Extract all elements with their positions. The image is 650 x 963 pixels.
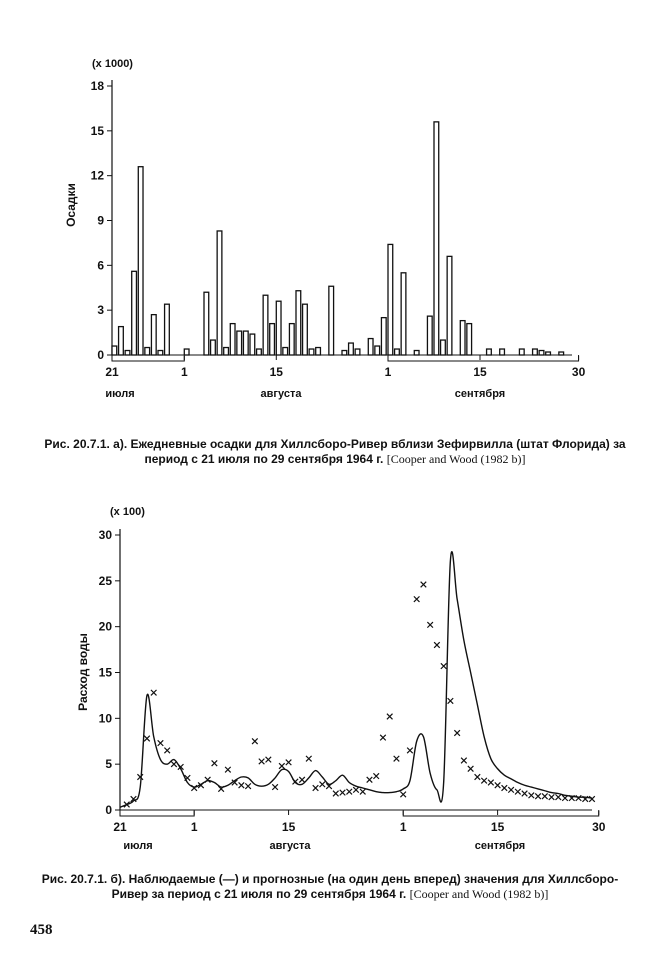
observed-point: [522, 791, 528, 797]
x-tick-label: 30: [571, 365, 586, 379]
rain-bar: [487, 349, 492, 355]
observed-point: [158, 740, 164, 746]
y-tick-label: 10: [98, 711, 112, 726]
observed-point: [286, 760, 292, 766]
rain-bar: [388, 244, 393, 355]
observed-point: [529, 793, 535, 799]
chart-a-month-labels: [105, 388, 505, 400]
observed-point: [171, 761, 177, 767]
observed-point: [461, 758, 467, 764]
chart-b-axes: [99, 528, 606, 834]
rain-bar: [539, 351, 544, 355]
rain-bar: [355, 349, 360, 355]
observed-point: [239, 782, 245, 788]
caption-fig-b-ref: [Cooper and Wood (1982 b)]: [409, 887, 549, 901]
rain-bar: [237, 331, 242, 355]
rain-bar: [250, 334, 255, 355]
rain-bar: [381, 318, 386, 355]
chart-b-observed-points: [124, 582, 595, 808]
rain-bar: [375, 346, 380, 355]
rain-bar: [230, 324, 235, 355]
observed-point: [555, 794, 561, 800]
rain-bar: [263, 295, 268, 355]
x-tick-label: 1: [384, 365, 392, 379]
rain-bar: [519, 349, 524, 355]
observed-point: [394, 756, 400, 762]
observed-point: [360, 789, 366, 795]
rain-bar: [395, 349, 400, 355]
observed-point: [218, 786, 224, 792]
rain-bar: [329, 286, 334, 355]
observed-point: [488, 780, 494, 786]
rain-bar: [224, 348, 229, 355]
chart-b-multiplier: (x 100): [110, 506, 145, 518]
observed-point: [326, 783, 332, 789]
observed-point: [589, 796, 595, 802]
observed-point: [272, 784, 278, 790]
observed-point: [346, 789, 352, 795]
rain-bar: [414, 351, 419, 355]
y-tick-label: 25: [98, 573, 112, 588]
chart-b-month-labels: [123, 840, 525, 852]
observed-point: [144, 736, 150, 742]
observed-point: [427, 622, 433, 628]
month-label-july: июля: [123, 840, 153, 852]
y-tick-label: 20: [98, 619, 112, 634]
chart-a-multiplier: (x 1000): [92, 58, 133, 70]
rain-bar: [427, 316, 432, 355]
caption-fig-a-text: Рис. 20.7.1. а). Ежедневные осадки для Хиллсборо-Ривер вблизи Зефирвилла (штат Флорида) за период с 21 июля по 29 сентября 1964 г.: [44, 437, 626, 466]
month-label-july: июля: [105, 388, 135, 400]
observed-point: [448, 698, 454, 704]
caption-fig-b-text: Рис. 20.7.1. б). Наблюдаемые (—) и прогнозные (на один день вперед) значения для Хиллсборо-Ривер за период с 21 июля по 29 сентября 1964 г.: [41, 872, 619, 901]
observed-point: [266, 757, 272, 763]
observed-point: [495, 782, 501, 788]
observed-point: [367, 777, 373, 783]
observed-point: [299, 777, 305, 783]
rain-bar: [184, 349, 189, 355]
observed-point: [434, 642, 440, 648]
observed-point: [387, 714, 393, 720]
caption-fig-b: [28, 872, 632, 902]
y-tick-label: 18: [90, 79, 104, 93]
rain-bar: [243, 331, 248, 355]
observed-point: [245, 783, 251, 789]
rain-bar: [467, 324, 472, 355]
rain-bar: [270, 324, 275, 355]
rain-bar: [303, 304, 308, 355]
rain-bar: [349, 343, 354, 355]
observed-point: [454, 730, 460, 736]
rain-bar: [145, 348, 150, 355]
rain-bar: [533, 349, 538, 355]
month-bracket: [120, 811, 194, 816]
rain-bar: [165, 304, 170, 355]
observed-point: [191, 785, 197, 791]
observed-point: [582, 796, 588, 802]
x-tick-label: 15: [473, 365, 487, 379]
rain-bar: [447, 256, 452, 355]
observed-point: [259, 759, 265, 765]
observed-point: [421, 582, 427, 588]
month-bracket: [388, 356, 579, 361]
x-tick-label: 15: [490, 820, 505, 834]
rain-bar: [316, 348, 321, 355]
observed-point: [414, 596, 420, 602]
y-tick-label: 15: [98, 665, 112, 680]
observed-point: [468, 766, 474, 772]
page-number: 458: [30, 922, 53, 938]
observed-point: [340, 790, 346, 796]
y-tick-label: 9: [97, 213, 104, 228]
caption-fig-a-ref: [Cooper and Wood (1982 b)]: [386, 452, 526, 466]
observed-point: [373, 773, 379, 779]
observed-point: [475, 774, 481, 780]
y-tick-label: 0: [105, 803, 112, 817]
observed-point: [319, 782, 325, 788]
x-tick-label: 21: [113, 820, 127, 834]
rain-bar: [257, 349, 262, 355]
rain-bar: [204, 292, 209, 355]
rain-bar: [119, 327, 124, 355]
month-bracket: [112, 356, 184, 361]
y-tick-label: 15: [90, 123, 104, 138]
observed-point: [542, 793, 548, 799]
observed-point: [569, 795, 575, 801]
rain-bar: [158, 351, 163, 355]
observed-point: [137, 774, 143, 780]
rain-bar: [289, 324, 294, 355]
observed-point: [313, 785, 319, 791]
rain-bar: [309, 349, 314, 355]
rain-bar: [138, 167, 143, 355]
observed-point: [576, 795, 582, 801]
y-tick-label: 5: [105, 757, 112, 772]
month-bracket: [403, 811, 599, 816]
chart-b-forecast-line: [120, 552, 592, 808]
month-label-august: августа: [269, 840, 311, 852]
observed-point: [441, 663, 447, 669]
observed-point: [212, 760, 218, 766]
rain-bar: [441, 340, 446, 355]
chart-a-bars: [112, 122, 564, 355]
x-tick-label: 1: [190, 820, 198, 834]
observed-point: [502, 785, 508, 791]
x-tick-label: 30: [592, 820, 606, 834]
observed-point: [400, 792, 406, 798]
rain-bar: [460, 321, 465, 355]
rain-bar: [401, 273, 406, 355]
observed-point: [164, 748, 170, 754]
observed-point: [333, 791, 339, 797]
observed-point: [535, 793, 541, 799]
rain-bar: [434, 122, 439, 355]
observed-point: [178, 764, 184, 770]
rainfall-bar-chart: [0, 0, 650, 430]
rain-bar: [132, 271, 137, 355]
observed-point: [232, 780, 238, 786]
observed-point: [515, 789, 521, 795]
x-tick-label: 1: [180, 365, 188, 379]
rain-bar: [283, 348, 288, 355]
observed-point: [380, 735, 386, 741]
chart-b-ylabel: Расход воды: [76, 633, 90, 711]
observed-point: [198, 782, 204, 788]
x-tick-label: 1: [399, 820, 407, 834]
observed-point: [549, 794, 555, 800]
observed-point: [293, 779, 299, 785]
month-label-august: августа: [260, 388, 302, 400]
observed-point: [279, 763, 285, 769]
forecast-line: [120, 552, 592, 808]
observed-point: [205, 777, 211, 783]
observed-point: [225, 767, 231, 773]
chart-a-ylabel: Осадки: [64, 183, 78, 227]
observed-point: [353, 787, 359, 793]
y-tick-label: 0: [97, 348, 104, 362]
rain-bar: [546, 352, 551, 355]
caption-fig-a: [40, 437, 630, 467]
observed-point: [131, 796, 137, 802]
x-tick-label: 15: [269, 365, 283, 379]
observed-point: [124, 802, 130, 808]
month-label-september: сентября: [474, 840, 526, 852]
y-tick-label: 12: [90, 168, 104, 183]
rain-bar: [217, 231, 222, 355]
y-tick-label: 6: [97, 258, 104, 273]
y-tick-label: 30: [98, 528, 112, 542]
y-tick-label: 3: [97, 303, 104, 318]
observed-point: [185, 775, 191, 781]
rain-bar: [342, 351, 347, 355]
observed-point: [151, 690, 157, 696]
observed-point: [562, 795, 568, 801]
rain-bar: [296, 291, 301, 355]
observed-point: [407, 748, 413, 754]
rain-bar: [368, 339, 373, 355]
rain-bar: [500, 349, 505, 355]
rain-bar: [125, 351, 130, 355]
rain-bar: [276, 301, 281, 355]
rain-bar: [211, 340, 216, 355]
observed-point: [508, 787, 514, 793]
rain-bar: [559, 352, 564, 355]
rain-bar: [151, 315, 156, 355]
x-tick-label: 15: [281, 820, 296, 834]
month-label-september: сентября: [454, 388, 506, 400]
rain-bar: [112, 346, 117, 355]
observed-point: [306, 756, 312, 762]
observed-point: [481, 778, 487, 784]
x-tick-label: 21: [105, 365, 119, 379]
observed-point: [252, 738, 258, 744]
